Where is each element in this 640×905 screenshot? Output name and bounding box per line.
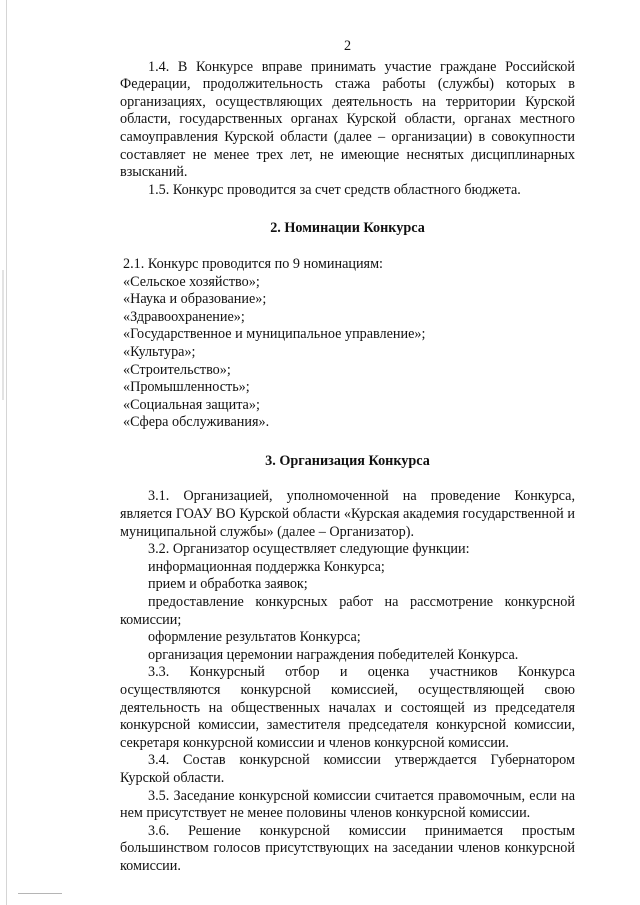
nomination-item: «Промышленность»; <box>123 379 250 396</box>
paragraph-3-2: 3.2. Организатор осуществляет следующие функции: <box>148 541 470 558</box>
heading-section-2: 2. Номинации Конкурса <box>270 220 425 237</box>
paragraph-3-3: 3.3. Конкурсный отбор и оценка участников Конкурса осуществляются конкурсной комиссией, осуществляющей свою деятельность на общественных началах и состоящей из председателя конкурсной комиссии, заместителя председателя конкурсной комиссии, секретаря конкурсной комиссии и членов конкурсной комиссии. <box>120 664 575 751</box>
nominations-block <box>123 256 575 432</box>
heading-section-3: 3. Организация Конкурса <box>265 452 430 469</box>
paragraph-3-4: 3.4. Состав конкурсной комиссии утверждается Губернатором Курской области. <box>120 752 575 786</box>
nomination-item: «Строительство»; <box>123 361 231 378</box>
paragraph-2-1: 2.1. Конкурс проводится по 9 номинациям: <box>123 255 383 272</box>
nomination-item: «Социальная защита»; <box>123 396 260 413</box>
nomination-item: «Государственное и муниципальное управление»; <box>123 326 426 343</box>
paragraph-3-6: 3.6. Решение конкурсной комиссии принимается простым большинством голосов присутствующих на заседании членов конкурсной комиссии. <box>120 822 575 874</box>
paragraph-3-1: 3.1. Организацией, уполномоченной на проведение Конкурса, является ГОАУ ВО Курской области «Курская академия государственной и муниципальной службы» (далее – Организатор). <box>120 488 575 540</box>
document-body <box>120 38 575 876</box>
nomination-item: «Наука и образование»; <box>123 291 267 308</box>
nomination-item: «Здравоохранение»; <box>123 308 245 325</box>
function-item: оформление результатов Конкурса; <box>148 629 361 646</box>
scan-edge <box>0 0 14 905</box>
function-item: предоставление конкурсных работ на рассмотрение конкурсной комиссии; <box>120 594 575 628</box>
nomination-item: «Сельское хозяйство»; <box>123 273 260 290</box>
function-item: информационная поддержка Конкурса; <box>148 558 385 575</box>
function-item: прием и обработка заявок; <box>148 576 308 593</box>
paragraph-1-4: 1.4. В Конкурсе вправе принимать участие граждане Российской Федерации, продолжительность стажа работы (службы) которых в организациях, осуществляющих деятельность на территории Курской области, государственных органах Курской области, органах местного самоуправления Курской области (далее – организации) в совокупности составляет не менее трех лет, не имеющие неснятых дисциплинарных взысканий. <box>120 58 575 181</box>
nomination-item: «Культура»; <box>123 343 196 360</box>
paragraph-3-5: 3.5. Заседание конкурсной комиссии считается правомочным, если на нем присутствует не менее половины членов конкурсной комиссии. <box>120 787 575 822</box>
paragraph-1-5: 1.5. Конкурс проводится за счет средств областного бюджета. <box>148 181 521 198</box>
function-item: организация церемонии награждения победителей Конкурса. <box>148 646 519 663</box>
scan-footer-mark <box>18 893 62 894</box>
page-number: 2 <box>343 38 352 54</box>
nomination-item: «Сфера обслуживания». <box>123 414 270 431</box>
